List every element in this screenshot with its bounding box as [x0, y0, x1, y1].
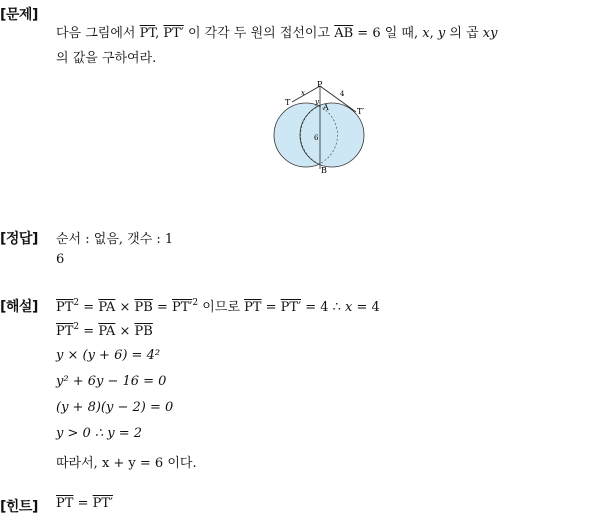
sol-pt: $\overline{PT}$	[244, 300, 262, 315]
sol-result: = 4	[356, 300, 380, 315]
sol-times: ×	[119, 300, 131, 315]
problem-tail: 의 곱	[449, 26, 479, 41]
label-p: P	[317, 80, 323, 89]
sol-exp: 2	[73, 298, 80, 308]
problem-line-1	[56, 22, 497, 41]
sol-exp: 2	[73, 322, 80, 332]
sol-ptp: PT′	[171, 300, 193, 315]
problem-intro: 다음 그림에서	[56, 26, 136, 41]
problem-mid: 이 각각 두 원의 접선이고	[187, 26, 331, 41]
sol-eq: =	[265, 300, 277, 315]
label-six: 6	[314, 134, 319, 142]
sol-eq: =	[83, 300, 95, 315]
answer-label: [정답]	[0, 231, 38, 247]
sol-text: 이므로	[202, 300, 240, 315]
solution-line-4: y² + 6y − 16 = 0	[56, 374, 167, 389]
label-y: y	[315, 98, 319, 106]
answer-value: 6	[56, 252, 65, 267]
solution-line-7: 따라서, x + y = 6 이다.	[56, 456, 197, 471]
sol-pt: $\overline{PT}$	[56, 324, 74, 339]
solution-line-5: (y + 8)(y − 2) = 0	[56, 400, 174, 415]
sol-exp: 2	[192, 298, 199, 308]
segment-pt: $\overline{PT}$	[139, 26, 156, 41]
segment-ptp: PT′	[163, 26, 184, 41]
sol-pt: $\overline{PT}$	[56, 300, 74, 315]
var-xy: xy	[482, 26, 498, 41]
label-x: x	[301, 89, 305, 97]
hint-label: [힌트]	[0, 499, 38, 515]
label-four: 4	[340, 90, 345, 98]
sol-x: x	[345, 300, 353, 315]
label-tp: T′	[357, 107, 365, 116]
sol-result: = 4 ∴	[305, 300, 341, 315]
sol-ptp: PT′	[280, 300, 302, 315]
sol-eq: =	[83, 324, 95, 339]
solution-line-6: y > 0 ∴ y = 2	[56, 426, 143, 441]
label-b: B	[321, 166, 327, 175]
sol-pa: $\overline{PA}$	[98, 300, 116, 315]
problem-sep: ,	[155, 26, 160, 41]
solution-line-3: y × (y + 6) = 4²	[56, 348, 161, 363]
hint-line	[56, 496, 113, 511]
hint-ptp: PT′	[92, 496, 113, 511]
sol-times: ×	[119, 324, 131, 339]
label-t: T	[285, 98, 291, 107]
hint-pt: $\overline{PT}$	[56, 496, 74, 511]
problem-line-2: 의 값을 구하여라.	[56, 51, 157, 66]
sol-eq: =	[156, 300, 168, 315]
sol-pb: $\overline{PB}$	[134, 300, 153, 315]
sol-pb: $\overline{PB}$	[134, 324, 153, 339]
label-a: A	[323, 103, 329, 112]
sol-pa: $\overline{PA}$	[98, 324, 116, 339]
hint-eq: =	[77, 496, 89, 511]
var-y: y	[437, 26, 446, 41]
problem-eq: = 6 일 때,	[357, 26, 419, 41]
problem-label: [문제]	[0, 7, 38, 23]
segment-ab: $\overline{AB}$	[334, 26, 354, 41]
solution-label: [해설]	[0, 299, 38, 315]
solution-line-1	[56, 296, 380, 315]
tangent-circles-figure	[270, 80, 370, 175]
answer-meta: 순서 : 없음, 갯수 : 1	[56, 232, 174, 247]
problem-comma: ,	[429, 26, 434, 41]
var-x: x	[422, 26, 430, 41]
solution-line-2	[56, 322, 153, 339]
